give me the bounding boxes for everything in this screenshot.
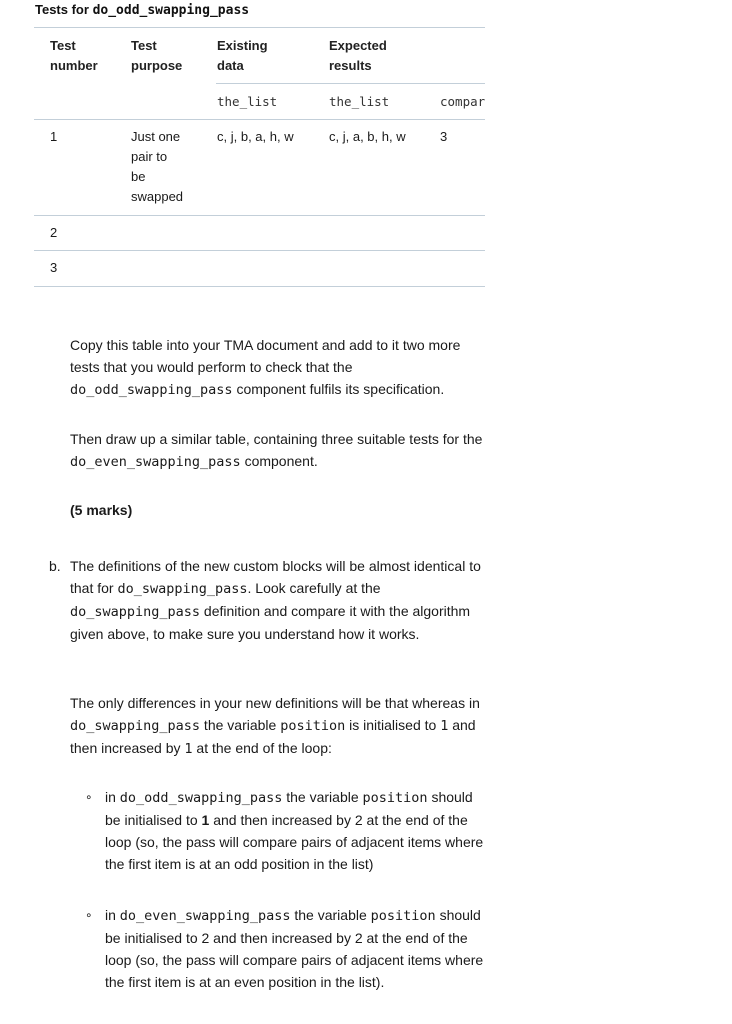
header-existing-data: Existing data	[217, 38, 268, 73]
table-rule-sub	[216, 83, 485, 84]
table-rule-row2	[34, 250, 485, 251]
bullet-even-pass: in do_even_swapping_pass the variable position should be initialised to 2 and then increased by 2 at the end of the loop (so, the pass will compare pairs of adjacent items where the first item is at an even position in the list).	[105, 907, 484, 990]
bullet-odd-pass: in do_odd_swapping_pass the variable position should be initialised to 1 and then increased by 2 at the end of the loop (so, the pass will compare pairs of adjacent items where the first item is at an odd position in the list)	[105, 789, 484, 872]
header-test-number: Test number	[50, 38, 98, 73]
marks-label: (5 marks)	[70, 502, 133, 518]
table-caption	[35, 2, 249, 18]
caption-code: do_odd_swapping_pass	[92, 3, 250, 18]
row1-number: 1	[50, 129, 58, 144]
item-b-label: b.	[49, 558, 61, 574]
code-odd-pass: do_odd_swapping_pass	[70, 382, 233, 398]
table-rule-header-bottom	[34, 119, 485, 120]
table-rule-row3	[34, 286, 485, 287]
tests-table	[34, 26, 485, 288]
table-rule-row1	[34, 215, 485, 216]
row1-existing-data: c, j, b, a, h, w	[217, 129, 294, 144]
row1-purpose: Just one pair to be swapped	[131, 129, 184, 204]
differences-paragraph: The only differences in your new definitions will be that whereas in do_swapping_pass the variable position is initialised to 1 and then increased by 1 at the end of the loop:	[70, 695, 480, 757]
item-b-paragraph: The definitions of the new custom blocks will be almost identical to that for do_swapping_pass. Look carefully at the do_swapping_pass definition and compare it with the algorithm given above, to make sure you understand how it works.	[70, 558, 481, 642]
caption-prefix: Tests for	[35, 2, 93, 17]
row2-number: 2	[50, 225, 58, 240]
row1-comparisons: 3	[440, 129, 448, 144]
subheader-existing-the-list: the_list	[217, 94, 278, 109]
table-rule-top	[34, 27, 485, 28]
header-test-purpose: Test purpose	[131, 38, 183, 73]
code-even-pass: do_even_swapping_pass	[70, 454, 241, 470]
instruction-paragraph-1: Copy this table into your TMA document and add to it two more tests that you would perform to check that the do_odd_swapping_pass component fulfils its specification.	[70, 337, 461, 398]
bullet-circle-icon: ∘	[85, 908, 93, 922]
instruction-paragraph-2: Then draw up a similar table, containing three suitable tests for the do_even_swapping_pass component.	[70, 431, 483, 470]
header-expected-results: Expected results	[329, 38, 387, 73]
row1-expected-list: c, j, a, b, h, w	[329, 129, 406, 144]
row3-number: 3	[50, 260, 58, 275]
subheader-expected-the-list: the_list	[329, 94, 390, 109]
subheader-comparisons: compar	[440, 94, 485, 109]
bullet-circle-icon: ∘	[85, 790, 93, 804]
